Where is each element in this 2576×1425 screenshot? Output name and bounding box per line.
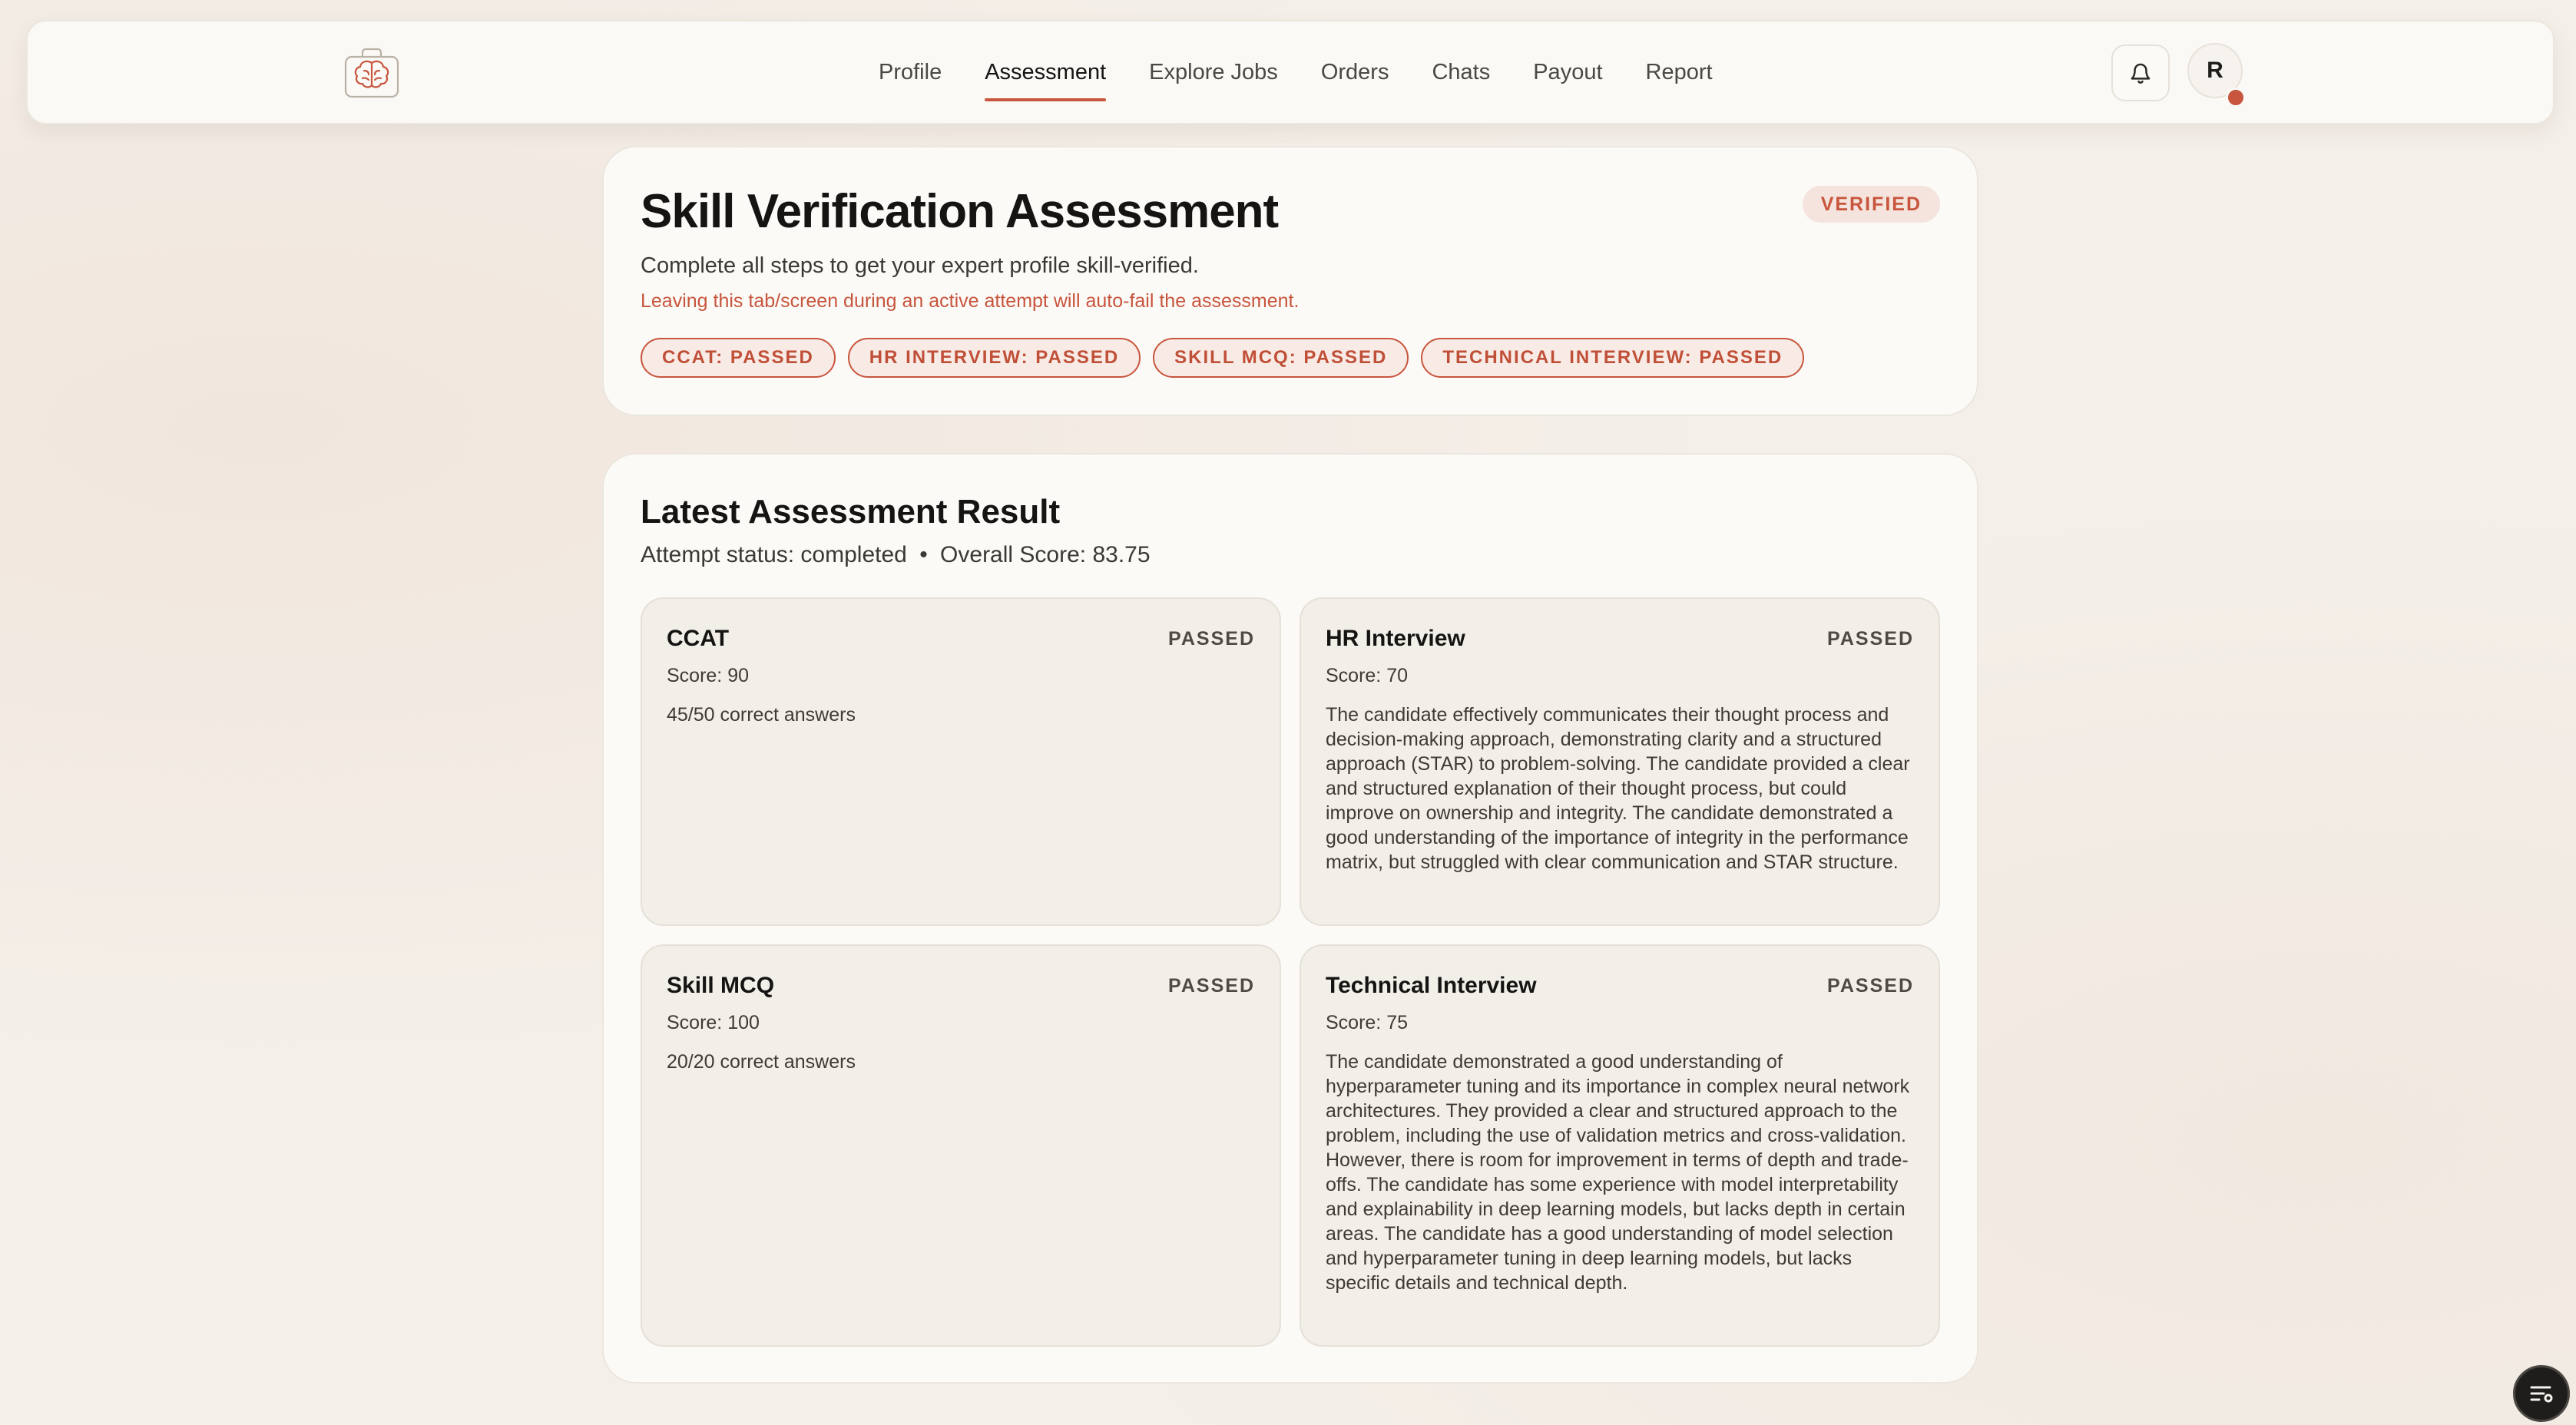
panel-status: PASSED	[1827, 627, 1914, 650]
nav-item-profile[interactable]: Profile	[879, 59, 942, 84]
floating-menu-button[interactable]	[2513, 1365, 2570, 1422]
panel-name: HR Interview	[1326, 626, 1465, 651]
top-navigation-bar	[26, 20, 2554, 124]
assessment-header-card	[602, 146, 1978, 416]
nav-item-report[interactable]: Report	[1645, 59, 1713, 84]
panel-name: Technical Interview	[1326, 973, 1537, 998]
step-status-chips	[641, 338, 1804, 378]
panel-detail: 45/50 correct answers	[667, 704, 856, 726]
panel-status: PASSED	[1168, 627, 1255, 650]
panel-score: Score: 100	[667, 1012, 760, 1033]
chip-skill-mcq: SKILL MCQ: PASSED	[1153, 338, 1409, 378]
brain-briefcase-icon[interactable]	[341, 45, 402, 103]
nav-item-explore-jobs[interactable]: Explore Jobs	[1149, 59, 1278, 84]
chip-technical-interview: TECHNICAL INTERVIEW: PASSED	[1421, 338, 1804, 378]
attempt-summary	[641, 542, 1151, 568]
main-nav	[857, 21, 1734, 123]
page-subtitle: Complete all steps to get your expert profile skill-verified.	[641, 253, 1199, 278]
panel-name: Skill MCQ	[667, 973, 775, 998]
menu-list-icon	[2528, 1384, 2554, 1404]
panel-score: Score: 90	[667, 665, 750, 686]
notifications-button[interactable]	[2111, 45, 2170, 101]
panel-name: CCAT	[667, 626, 730, 651]
panel-detail: The candidate effectively communicates their thought process and decision-making approach, demonstrating clarity and a structured approach (STAR) to problem-solving. The candidate provided a clear and structured explanation of their thought process, but could improve on ownership and integrity. The candidate demonstrated a good understanding of the importance of integrity in the performance matrix, but struggled with clear communication and STAR structure.	[1326, 704, 1910, 873]
panel-score: Score: 75	[1326, 1012, 1409, 1033]
panel-score: Score: 70	[1326, 665, 1409, 686]
chip-ccat: CCAT: PASSED	[641, 338, 836, 378]
overall-score: Overall Score: 83.75	[940, 542, 1151, 567]
attempt-status: Attempt status: completed	[641, 542, 907, 567]
separator: •	[919, 542, 928, 567]
result-panel-ccat	[641, 597, 1281, 926]
result-panel-hr-interview	[1300, 597, 1940, 926]
auto-fail-warning: Leaving this tab/screen during an active attempt will auto-fail the assessment.	[641, 290, 1300, 312]
section-title: Latest Assessment Result	[641, 493, 1061, 531]
page-title: Skill Verification Assessment	[641, 185, 1279, 238]
chip-hr-interview: HR INTERVIEW: PASSED	[848, 338, 1141, 378]
result-panel-skill-mcq	[641, 944, 1281, 1347]
panel-detail: 20/20 correct answers	[667, 1051, 856, 1073]
result-panel-technical-interview	[1300, 944, 1940, 1347]
nav-item-chats[interactable]: Chats	[1432, 59, 1491, 84]
avatar[interactable]: R	[2187, 43, 2243, 98]
panel-detail: The candidate demonstrated a good understanding of hyperparameter tuning and its importance in complex neural network architectures. They provided a clear and structured approach to the problem, including the use of validation metrics and cross-validation. However, there is room for improvement in terms of depth and trade-offs. The candidate has some experience with model interpretability and explainability in deep learning models, but lacks depth in certain areas. The candidate has a good understanding of model selection and hyperparameter tuning in deep learning models, but lacks specific details and technical depth.	[1326, 1051, 1910, 1294]
panel-status: PASSED	[1827, 974, 1914, 997]
verified-badge: VERIFIED	[1803, 186, 1940, 223]
nav-item-payout[interactable]: Payout	[1533, 59, 1603, 84]
bell-icon	[2129, 61, 2152, 85]
nav-item-orders[interactable]: Orders	[1320, 59, 1389, 84]
nav-item-assessment[interactable]: Assessment	[963, 21, 1127, 123]
panel-status: PASSED	[1168, 974, 1255, 997]
latest-result-card	[602, 453, 1978, 1384]
online-status-dot	[2226, 88, 2246, 107]
